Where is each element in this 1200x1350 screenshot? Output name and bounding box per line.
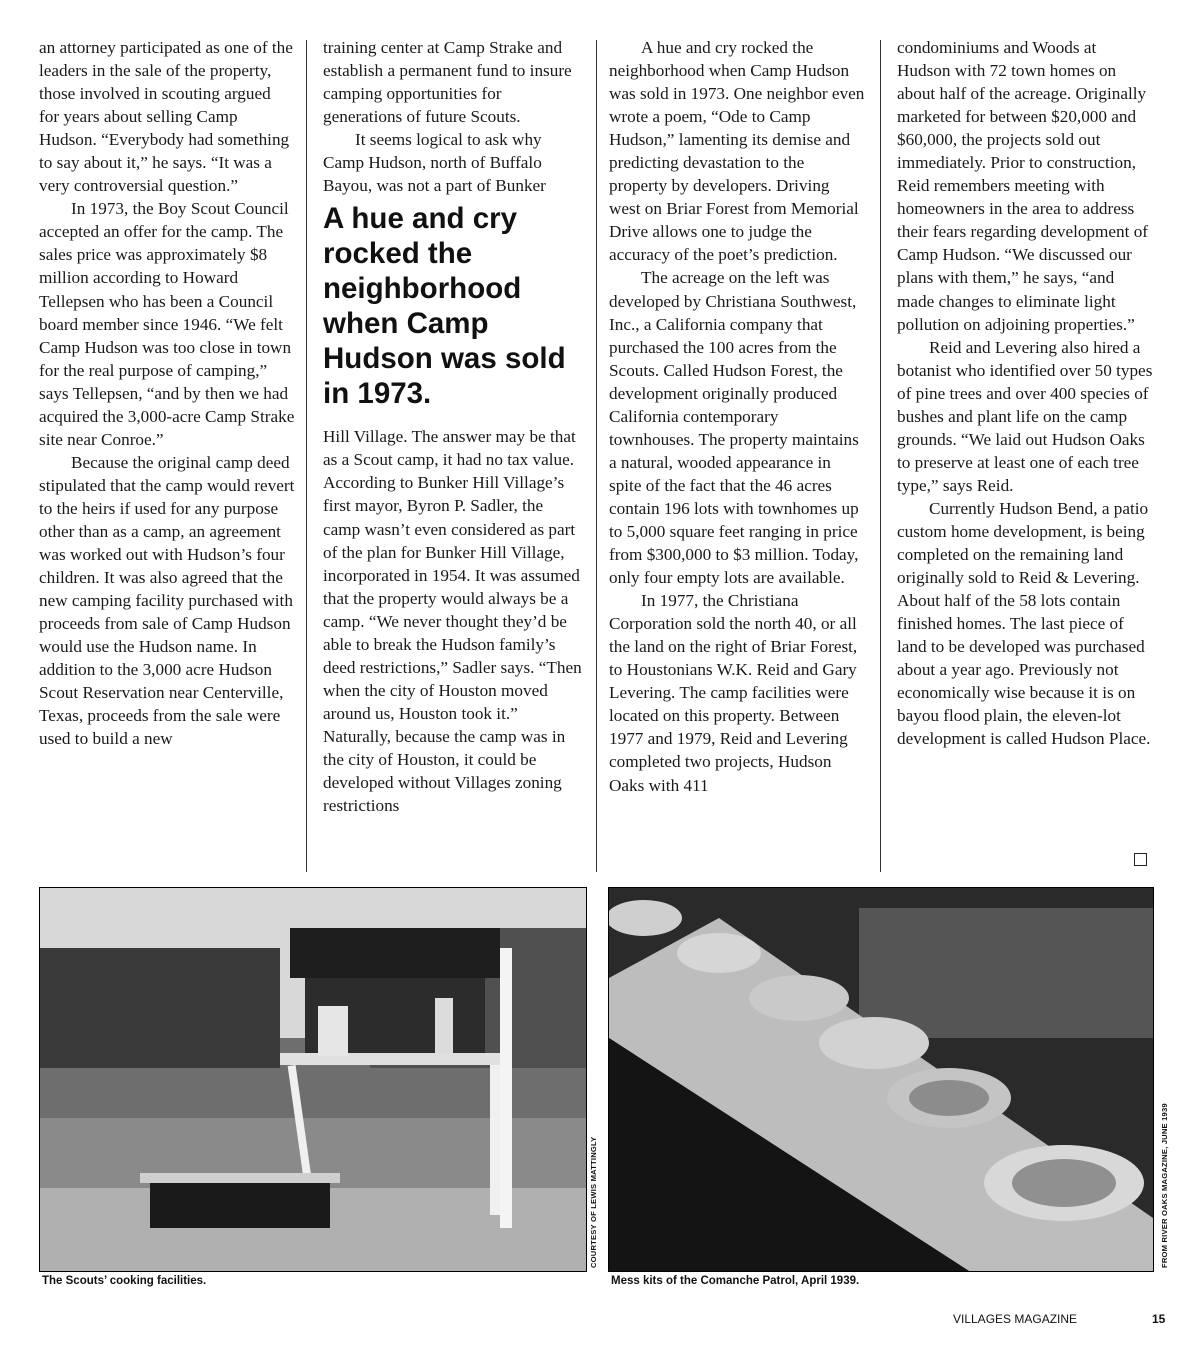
article-column-1: [39, 36, 295, 750]
paragraph: Hill Village. The answer may be that as a Scout camp, it had no tax value. According to Bunker Hill Village’s first mayor, Byron P. Sadler, the camp wasn’t even considered as part of the plan for Bunker Hill Village, incorporated in 1954. It was assumed that the property would always be a camp. “We never thought they’d be able to break the Hudson family’s deed restrictions,” Sadler says. “Then when the city of Houston moved around us, Houston took it.” Naturally, because the camp was in the city of Houston, it could be developed without Villages zoning restrictions: [323, 427, 582, 816]
column-divider: [306, 40, 307, 872]
paragraph: Because the original camp deed stipulated that the camp would revert to the heirs if used for any purpose other than as a camp, an agreement was worked out with Hudson’s four children. It was also agreed that the new camping facility purchased with proceeds from sale of Camp Hudson would use the Hudson name. In addition to the 3,000 acre Hudson Scout Reservation near Centerville, Texas, proceeds from the sale were used to build a new: [39, 452, 295, 749]
mess-kits-image: [609, 888, 1153, 1271]
article-column-4: [897, 36, 1153, 872]
photo-credit: COURTESY OF LEWIS MATTINGLY: [589, 1136, 598, 1268]
pull-quote: A hue and cry rocked the neighborhood when Camp Hudson was sold in 1973.: [323, 202, 566, 411]
column-divider: [880, 40, 881, 872]
paragraph: In 1973, the Boy Scout Council accepted an offer for the camp. The sales price was approximately $8 million according to Howard Tellepsen who has been a Council board member since 1946. “We felt Camp Hudson was too close in town for the real purpose of camping,” says Tellepsen, “and by then we had acquired the 3,000-acre Camp Strake site near Conroe.”: [39, 199, 295, 449]
cooking-facilities-image: [40, 888, 586, 1271]
column-divider: [596, 40, 597, 872]
end-of-article-mark: [1134, 853, 1147, 866]
photo-caption: Mess kits of the Comanche Patrol, April 1939.: [611, 1275, 860, 1287]
article-column-3: [609, 36, 865, 797]
paragraph: It seems logical to ask why Camp Hudson, north of Buffalo Bayou, was not a part of Bunker: [323, 130, 546, 196]
paragraph: In 1977, the Christiana Corporation sold the north 40, or all the land on the right of Briar Forest, to Houstonians W.K. Reid and Gary Levering. The camp facilities were located on this property. Between 1977 and 1979, Reid and Levering completed two projects, Hudson Oaks with 411: [609, 591, 858, 795]
page-number: 15: [1152, 1312, 1166, 1326]
photo-cooking-facilities: [39, 887, 587, 1272]
paragraph: Currently Hudson Bend, a patio custom home development, is being completed on the remaining land originally sold to Reid & Levering. About half of the 58 lots contain finished homes. The last piece of land to be developed was purchased about a year ago. Previously not economically wise because it is on bayou flood plain, the eleven-lot development is called Hudson Place.: [897, 498, 1151, 749]
paragraph: A hue and cry rocked the neighborhood when Camp Hudson was sold in 1973. One neighbor even wrote a poem, “Ode to Camp Hudson,” lamenting its demise and predicting devastation to the property by developers. Driving west on Briar Forest from Memorial Drive allows one to judge the accuracy of the poet’s prediction.: [609, 38, 865, 265]
paragraph: The acreage on the left was developed by Christiana Southwest, Inc., a California company that purchased the 100 acres from the Scouts. Called Hudson Forest, the development originally produced California contemporary townhouses. The property maintains a natural, wooded appearance in spite of the fact that the 46 acres contain 196 lots with townhomes up to 5,000 square feet ranging in price from $300,000 to $3 million. Today, only four empty lots are available.: [609, 268, 859, 588]
magazine-name: VILLAGES MAGAZINE: [953, 1312, 1078, 1326]
paragraph: Reid and Levering also hired a botanist who identified over 50 types of pine trees and over 400 species of bushes and plant life on the camp grounds. “We laid out Hudson Oaks to preserve at least one of each tree type,” says Reid.: [897, 337, 1153, 495]
photo-mess-kits: [608, 887, 1154, 1272]
photo-caption: The Scouts’ cooking facilities.: [42, 1275, 207, 1287]
paragraph: condominiums and Woods at Hudson with 72 town homes on about half of the acreage. Originally marketed for between $20,000 and $60,000, the projects sold out immediately. Prior to construction, Reid remembers meeting with homeowners in the area to address their fears regarding development of Camp Hudson. “We discussed our plans with them,” he says, “and made changes to eliminate light pollution on adjoining properties.”: [897, 38, 1149, 334]
photo-credit: FROM RIVER OAKS MAGAZINE, JUNE 1939: [1160, 1103, 1169, 1268]
paragraph: an attorney participated as one of the leaders in the sale of the property, those involved in scouting argued for years about selling Camp Hudson. “Everybody had something to say about it,” he says. “It was a very controversial question.”: [39, 38, 293, 196]
paragraph: training center at Camp Strake and establish a permanent fund to insure camping opportunities for generations of future Scouts.: [323, 38, 572, 127]
article-column-2: [323, 36, 583, 817]
